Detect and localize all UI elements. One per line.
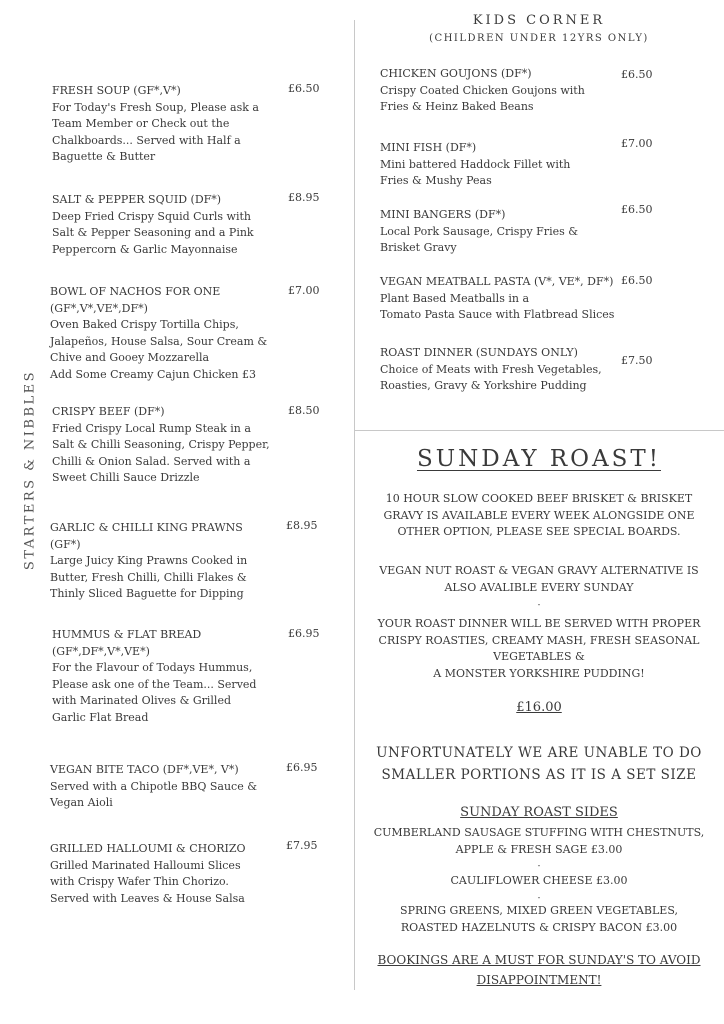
section-divider [355,430,724,431]
item-name: VEGAN MEATBALL PASTA (V*, VE*, DF*) [380,275,614,288]
roast-price: £16.00 [516,700,562,715]
menu-item [50,520,282,603]
item-price: £6.50 [621,203,653,216]
roast-vegan-text: VEGAN NUT ROAST & VEGAN GRAVY ALTERNATIVE IS ALSO AVALIBLE EVERY SUNDAY [379,564,699,594]
menu-item [50,762,282,812]
item-description: Served with a Chipotle BBQ Sauce & Vegan Aioli [50,779,258,809]
item-price: £7.00 [621,137,653,150]
item-name: FRESH SOUP (GF*,V*) [52,84,181,97]
kids-menu-item [380,345,615,395]
roast-sides-title: SUNDAY ROAST SIDES [460,805,618,820]
kids-menu-item [380,274,620,324]
item-description: Choice of Meats with Fresh Vegetables, Roasties, Gravy & Yorkshire Pudding [380,362,602,392]
kids-menu-item [380,207,615,257]
menu-item [50,284,282,383]
item-description: Plant Based Meatballs in a Tomato Pasta Sauce with Flatbread Slices [380,291,615,321]
item-description: Deep Fried Crispy Squid Curls with Salt & Pepper Seasoning and a Pink Peppercorn & Garlic Mayonnaise [52,209,254,256]
menu-item [50,841,282,907]
bookings-notice: BOOKINGS ARE A MUST FOR SUNDAY'S TO AVOID DISAPPOINTMENT! [377,953,701,987]
item-name: CHICKEN GOUJONS (DF*) [380,67,532,80]
column-divider [354,20,355,990]
side-stuffing: CUMBERLAND SAUSAGE STUFFING WITH CHESTNUTS, APPLE & FRESH SAGE £3.00 [373,826,705,856]
separator-dash: - [537,600,541,609]
item-price: £7.95 [286,839,318,852]
item-price: £6.95 [286,761,318,774]
item-name: ROAST DINNER (SUNDAYS ONLY) [380,346,578,359]
item-name: MINI BANGERS (DF*) [380,208,506,221]
roast-brisket-text: 10 HOUR SLOW COOKED BEEF BRISKET & BRISKET GRAVY IS AVAILABLE EVERY WEEK ALONGSIDE ONE OTHER OPTION, PLEASE SEE SPECIAL BOARDS. [383,492,695,538]
item-description: Oven Baked Crispy Tortilla Chips, Jalapeños, House Salsa, Sour Cream & Chive and Gooey Mozzarella Add Some Creamy Cajun Chicken £3 [50,318,268,381]
menu-item [52,627,284,726]
item-name: MINI FISH (DF*) [380,141,477,154]
separator-dash: - [537,893,541,902]
item-description: Fried Crispy Local Rump Steak in a Salt & Chilli Seasoning, Crispy Pepper, Chilli & Onion Salad. Served with a Sweet Chilli Sauce Drizzle [52,421,270,484]
side-greens: SPRING GREENS, MIXED GREEN VEGETABLES, ROASTED HAZELNUTS & CRISPY BACON £3.00 [400,904,678,934]
item-name: HUMMUS & FLAT BREAD (GF*,DF*,V*,VE*) [52,628,202,658]
item-description: For Today's Fresh Soup, Please ask a Team Member or Check out the Chalkboards... Served with Half a Baguette & Butter [52,100,259,163]
item-name: GRILLED HALLOUMI & CHORIZO [50,842,246,855]
item-price: £6.95 [288,627,320,640]
sunday-roast-title: SUNDAY ROAST! [416,446,661,472]
item-description: Grilled Marinated Halloumi Slices with Crispy Wafer Thin Chorizo. Served with Leaves & House Salsa [50,858,245,905]
item-price: £7.50 [621,354,653,367]
side-cauliflower-cheese: CAULIFLOWER CHEESE £3.00 [450,874,628,887]
item-price: £6.50 [621,274,653,287]
menu-item [52,83,284,166]
roast-served-with-text: YOUR ROAST DINNER WILL BE SERVED WITH PROPER CRISPY ROASTIES, CREAMY MASH, FRESH SEASONAL VEGETABLES & A MONSTER YORKSHIRE PUDDING! [377,617,701,680]
item-description: Local Pork Sausage, Crispy Fries & Brisket Gravy [380,224,579,254]
item-price: £8.95 [286,519,318,532]
kids-menu-item [380,66,615,116]
starters-section-label: STARTERS & NIBBLES [22,369,38,571]
item-price: £6.50 [621,68,653,81]
item-description: Crispy Coated Chicken Goujons with Fries & Heinz Baked Beans [380,83,585,113]
portion-warning: UNFORTUNATELY WE ARE UNABLE TO DO SMALLER PORTIONS AS IT IS A SET SIZE [376,745,702,783]
item-price: £7.00 [288,284,320,297]
menu-item [52,192,284,258]
item-description: Large Juicy King Prawns Cooked in Butter, Fresh Chilli, Chilli Flakes & Thinly Sliced Baguette for Dipping [50,554,248,600]
item-description: For the Flavour of Todays Hummus, Please ask one of the Team... Served with Marinated Olives & Grilled Garlic Flat Bread [52,661,257,724]
item-name: SALT & PEPPER SQUID (DF*) [52,193,222,206]
separator-dash: - [537,861,541,870]
item-price: £8.50 [288,404,320,417]
item-name: CRISPY BEEF (DF*) [52,405,165,418]
item-name: BOWL OF NACHOS FOR ONE (GF*,V*,VE*,DF*) [50,285,221,315]
item-description: Mini battered Haddock Fillet with Fries & Mushy Peas [380,157,571,187]
item-price: £8.95 [288,191,320,204]
item-name: VEGAN BITE TACO (DF*,VE*, V*) [50,763,239,776]
item-price: £6.50 [288,82,320,95]
kids-corner-title: KIDS CORNER [472,13,606,28]
kids-menu-item [380,140,615,190]
menu-item [52,404,284,487]
item-name: GARLIC & CHILLI KING PRAWNS (GF*) [50,521,243,551]
kids-corner-subtitle: (CHILDREN UNDER 12YRS ONLY) [429,33,649,44]
